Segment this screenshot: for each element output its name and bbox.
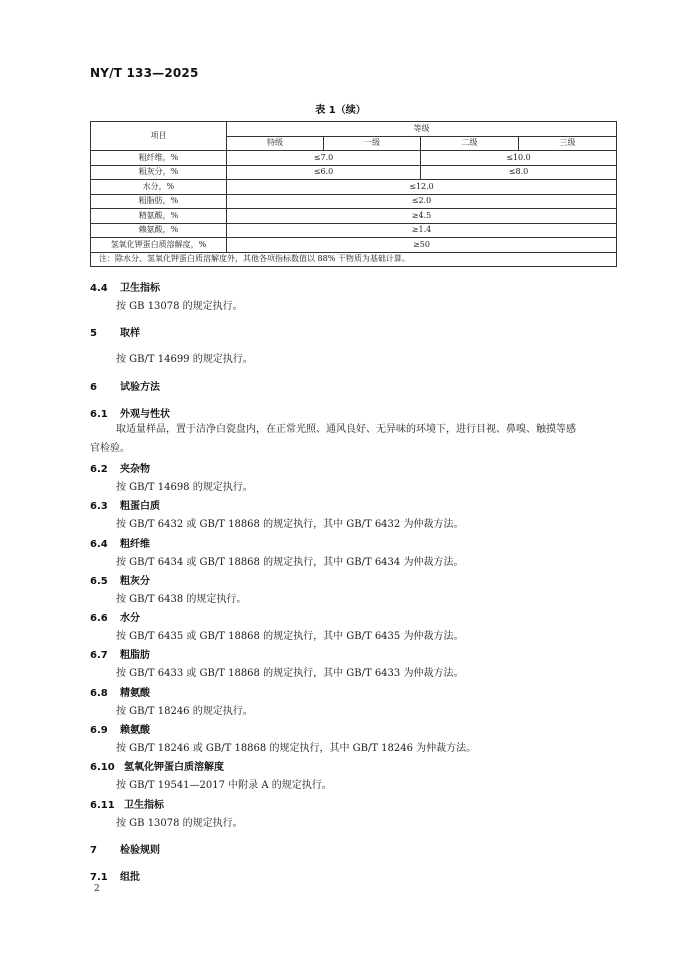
paragraph-6-11: 按 GB 13078 的规定执行。 (116, 818, 243, 829)
heading-6-3 (90, 497, 160, 512)
section-title: 外观与性状 (120, 409, 170, 420)
heading-6-10 (90, 758, 224, 773)
paragraph-6-8: 按 GB/T 18246 的规定执行。 (116, 706, 253, 717)
section-number: 5 (90, 328, 97, 339)
section-number: 6.2 (90, 464, 108, 475)
table-note: 注：除水分、氢氧化钾蛋白质溶解度外，其他各项指标数值以 88% 干物质为基础计算。 (91, 252, 617, 267)
paragraph-6-4: 按 GB/T 6434 或 GB/T 18868 的规定执行，其中 GB/T 6434 为仲裁方法。 (116, 557, 464, 568)
section-number: 6.4 (90, 539, 108, 550)
row-item: 粗脂肪，% (91, 194, 227, 209)
row-value: ≤7.0 (227, 151, 421, 166)
section-title: 试验方法 (120, 382, 160, 393)
heading-6-9 (90, 721, 150, 736)
table-row (91, 151, 617, 166)
section-title: 粗蛋白质 (120, 501, 160, 512)
section-title: 夹杂物 (120, 464, 150, 475)
heading-6-6 (90, 609, 140, 624)
heading-6-7 (90, 646, 150, 661)
row-item: 氢氧化钾蛋白质溶解度，% (91, 238, 227, 253)
section-number: 6.9 (90, 725, 108, 736)
section-number: 4.4 (90, 283, 108, 294)
paragraph-6-10: 按 GB/T 19541—2017 中附录 A 的规定执行。 (116, 780, 332, 791)
section-title: 组批 (120, 872, 140, 883)
table-header-row (91, 122, 617, 137)
table-row (91, 238, 617, 253)
row-item: 赖氨酸，% (91, 223, 227, 238)
row-value: ≥50 (227, 238, 617, 253)
table-row (91, 180, 617, 195)
heading-6-1 (90, 405, 170, 420)
section-number: 6.1 (90, 409, 108, 420)
row-value: ≤10.0 (421, 151, 617, 166)
section-title: 粗灰分 (120, 576, 150, 587)
table-row (91, 194, 617, 209)
table-row (91, 165, 617, 180)
section-title: 水分 (120, 613, 140, 624)
heading-6-5 (90, 572, 150, 587)
grade-cell: 特级 (227, 136, 324, 151)
paragraph-5: 按 GB/T 14699 的规定执行。 (116, 354, 253, 365)
page-number: 2 (94, 884, 100, 894)
row-value: ≥4.5 (227, 209, 617, 224)
heading-6-4 (90, 535, 150, 550)
paragraph-6-1 (90, 420, 621, 458)
heading-7-1 (90, 868, 140, 883)
grade-cell: 一级 (324, 136, 421, 151)
row-item: 粗灰分，% (91, 165, 227, 180)
section-number: 7.1 (90, 872, 108, 883)
header-grade: 等级 (227, 122, 617, 137)
grade-cell: 二级 (421, 136, 519, 151)
row-value: ≤6.0 (227, 165, 421, 180)
paragraph-6-6: 按 GB/T 6435 或 GB/T 18868 的规定执行，其中 GB/T 6435 为仲裁方法。 (116, 631, 464, 642)
section-number: 6.8 (90, 688, 108, 699)
section-number: 6.11 (90, 800, 115, 811)
section-number: 6.5 (90, 576, 108, 587)
section-title: 氢氧化钾蛋白质溶解度 (124, 762, 224, 773)
grade-table (90, 121, 617, 267)
heading-4-4 (90, 279, 160, 294)
section-title: 粗脂肪 (120, 650, 150, 661)
heading-6 (90, 378, 160, 393)
heading-6-2 (90, 460, 150, 475)
table-note-row (91, 252, 617, 267)
section-number: 6.6 (90, 613, 108, 624)
section-title: 卫生指标 (124, 800, 164, 811)
paragraph-6-5: 按 GB/T 6438 的规定执行。 (116, 594, 247, 605)
paragraph-6-3: 按 GB/T 6432 或 GB/T 18868 的规定执行，其中 GB/T 6432 为仲裁方法。 (116, 519, 464, 530)
section-title: 赖氨酸 (120, 725, 150, 736)
paragraph-line: 官检验。 (90, 443, 130, 454)
paragraph-4-4: 按 GB 13078 的规定执行。 (116, 301, 243, 312)
section-number: 6.10 (90, 762, 115, 773)
table-row (91, 209, 617, 224)
section-title: 卫生指标 (120, 283, 160, 294)
grade-cell: 三级 (519, 136, 617, 151)
heading-5 (90, 324, 140, 339)
document-code: NY/T 133—2025 (90, 66, 199, 80)
paragraph-line: 取适量样品，置于洁净白瓷盘内，在正常光照、通风良好、无异味的环境下，进行目视、鼻嗅、触摸等感 (116, 424, 576, 435)
row-item: 粗纤维，% (91, 151, 227, 166)
paragraph-6-7: 按 GB/T 6433 或 GB/T 18868 的规定执行，其中 GB/T 6433 为仲裁方法。 (116, 668, 464, 679)
row-value: ≤8.0 (421, 165, 617, 180)
heading-6-8 (90, 684, 150, 699)
heading-6-11 (90, 796, 164, 811)
section-number: 6 (90, 382, 97, 393)
row-item: 精氨酸，% (91, 209, 227, 224)
paragraph-6-9: 按 GB/T 18246 或 GB/T 18868 的规定执行，其中 GB/T 18246 为仲裁方法。 (116, 743, 477, 754)
section-title: 检验规则 (120, 845, 160, 856)
paragraph-6-2: 按 GB/T 14698 的规定执行。 (116, 482, 253, 493)
heading-7 (90, 841, 160, 856)
section-number: 7 (90, 845, 97, 856)
row-value: ≥1.4 (227, 223, 617, 238)
section-title: 取样 (120, 328, 140, 339)
section-number: 6.3 (90, 501, 108, 512)
section-number: 6.7 (90, 650, 108, 661)
row-item: 水分，% (91, 180, 227, 195)
row-value: ≤2.0 (227, 194, 617, 209)
table-row (91, 223, 617, 238)
header-item: 项目 (91, 122, 227, 151)
section-title: 粗纤维 (120, 539, 150, 550)
section-title: 精氨酸 (120, 688, 150, 699)
table-caption: 表 1（续） (315, 105, 366, 116)
row-value: ≤12.0 (227, 180, 617, 195)
